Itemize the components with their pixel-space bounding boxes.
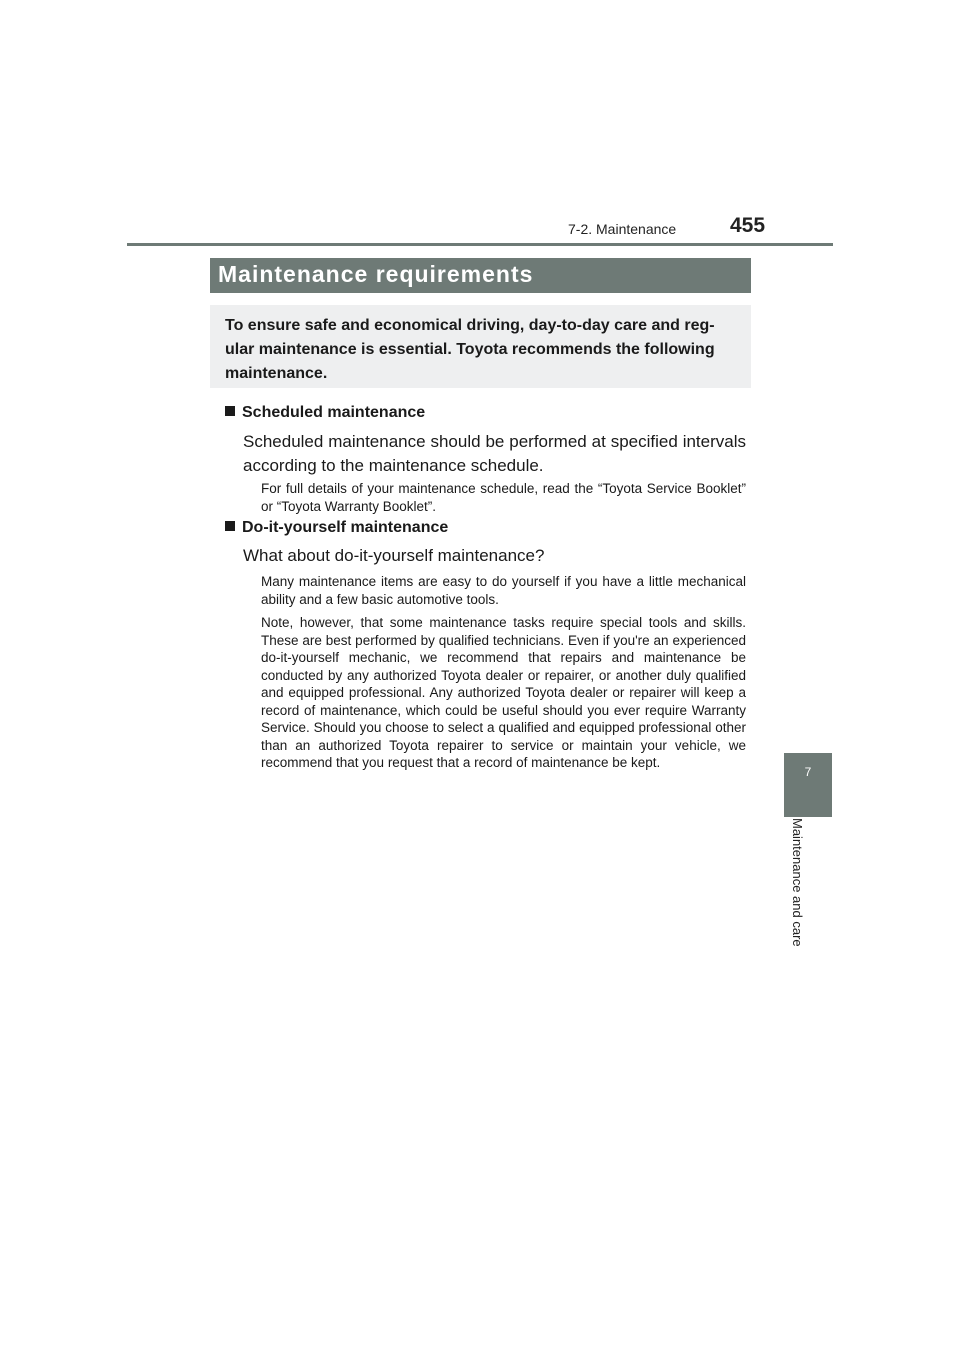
page-number: 455 xyxy=(730,214,766,237)
section-heading-label: Scheduled maintenance xyxy=(242,404,426,421)
title-bar xyxy=(210,258,751,293)
square-bullet-icon xyxy=(225,406,235,416)
square-bullet-icon xyxy=(225,521,235,531)
page-title: Maintenance requirements xyxy=(218,261,534,287)
section-paragraph: Many maintenance items are easy to do yourself if you have a little mechanical ability and a few basic automotive tools. xyxy=(261,574,746,607)
section-lead-diy: What about do-it-yourself maintenance? xyxy=(243,546,545,565)
section-paragraph: Note, however, that some maintenance tasks require special tools and skills. These are best performed by qualified technicians. Even if you're an experienced do-it-yourself mechanic, we recommend that repairs and maintenance be conducted by any authorized Toyota dealer or repairer, or another duly qualified and equipped professional. Any authorized Toyota dealer or repairer will keep a record of maintenance, which could be useful should you ever require Warranty Service. Should you choose to select a qualified and equipped professional other than an authorized Toyota repairer to service or maintain your vehicle, we recommend that you request that a record of maintenance be kept. xyxy=(261,615,746,770)
chapter-tab-number: 7 xyxy=(804,765,812,779)
section-lead-scheduled: Scheduled maintenance should be performed at specified intervals according to the maintenance schedule. xyxy=(243,432,746,475)
running-header-section: 7-2. Maintenance xyxy=(568,221,677,237)
chapter-tab-label: Maintenance and care xyxy=(790,818,805,947)
intro-box xyxy=(210,305,751,388)
section-heading-scheduled xyxy=(225,404,425,422)
chapter-tab xyxy=(784,753,832,817)
section-heading-label: Do-it-yourself maintenance xyxy=(242,519,449,536)
intro-text: To ensure safe and economical driving, day-to-day care and reg- ular maintenance is essential. Toyota recommends the following maintenance. xyxy=(225,317,715,382)
section-paragraph: For full details of your maintenance schedule, read the “Toyota Service Booklet” or “Toyota Warranty Booklet”. xyxy=(261,481,746,514)
section-heading-diy xyxy=(225,519,448,537)
header-rule xyxy=(127,243,833,246)
